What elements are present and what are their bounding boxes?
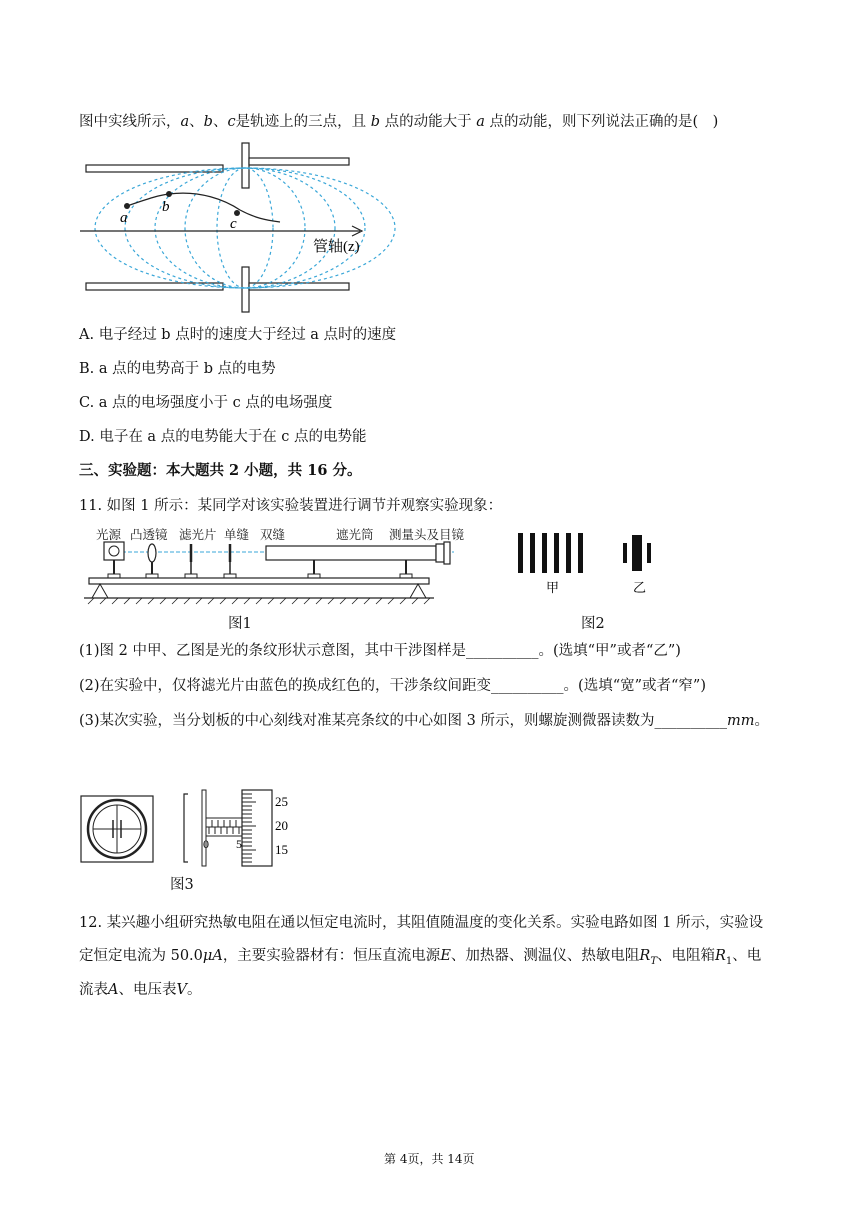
main-scale-5: 5 — [236, 837, 242, 851]
label-tube: 遮光筒 — [336, 527, 374, 542]
option-d: D. 电子在 a 点的电势能大于在 c 点的电势能 — [79, 429, 367, 445]
main-scale-0: 0 — [203, 837, 209, 851]
question-12-line-1: 12. 某兴趣小组研究热敏电阻在通以恒定电流时，其阻值随温度的变化关系。实验电路如图 1 所示，实验设 — [79, 915, 764, 931]
option-a: A. 电子经过 b 点时的速度大于经过 a 点时的速度 — [79, 327, 397, 343]
option-b: B. a 点的电势高于 b 点的电势 — [79, 361, 276, 377]
label-light-source: 光源 — [96, 527, 122, 542]
label-jia: 甲 — [546, 581, 560, 596]
double-slit-apparatus-figure — [84, 522, 474, 607]
point-b-label: b — [162, 199, 170, 215]
question-11-sub-3: (3)某次实验，当分划板的中心刻线对准某亮条纹的中心如图 3 所示，则螺旋测微器读数为__________mm。 — [79, 713, 769, 729]
label-single-slit: 单缝 — [224, 527, 250, 542]
thimble-25: 25 — [275, 794, 288, 809]
label-convex-lens: 凸透镜 — [130, 527, 168, 542]
question-11-sub-1: (1)图 2 中甲、乙图是光的条纹形状示意图，其中干涉图样是__________。(选填“甲”或者“乙”) — [79, 643, 681, 659]
label-double-slit: 双缝 — [260, 527, 286, 542]
option-c: C. a 点的电场强度小于 c 点的电场强度 — [79, 395, 333, 411]
question-10-stem: 图中实线所示，a、b、c是轨迹上的三点，且 b 点的动能大于 a 点的动能，则下列说法正确的是( ) — [79, 114, 719, 130]
fringe-pattern-jia — [518, 533, 583, 573]
figure-1-caption: 图1 — [228, 616, 252, 632]
question-11-sub-2: (2)在实验中，仅将滤光片由蓝色的换成红色的，干涉条纹间距变__________。(选填“宽”或者“窄”) — [79, 678, 707, 694]
fringe-pattern-yi — [623, 535, 651, 571]
label-filter: 滤光片 — [179, 527, 217, 542]
page-footer: 第 4页，共 14页 — [384, 1152, 475, 1166]
point-a-label: a — [120, 210, 128, 226]
reticle-figure — [80, 795, 154, 863]
label-yi: 乙 — [633, 581, 647, 596]
label-eyepiece: 测量头及目镜 — [389, 527, 465, 542]
micrometer-figure — [180, 790, 300, 870]
fringe-patterns-figure — [515, 530, 675, 600]
thimble-15: 15 — [275, 842, 288, 857]
axis-label: 管轴(z) — [313, 239, 360, 255]
section-3-heading: 三、实验题：本大题共 2 小题，共 16 分。 — [79, 462, 362, 479]
question-12-line-3: 流表A、电压表V。 — [79, 982, 202, 998]
question-12-line-2: 定恒定电流为 50.0μA，主要实验器材有：恒压直流电源E、加热器、测温仪、热敏电阻$R_T$、电阻箱$R_1$、电 — [79, 948, 762, 967]
figure-3-caption: 图3 — [170, 877, 194, 893]
thimble-20: 20 — [275, 818, 288, 833]
question-11-stem: 11. 如图 1 所示：某同学对该实验装置进行调节并观察实验现象： — [79, 498, 503, 514]
point-c-label: c — [230, 216, 237, 232]
electron-lens-figure — [80, 140, 390, 305]
figure-2-caption: 图2 — [581, 616, 605, 632]
